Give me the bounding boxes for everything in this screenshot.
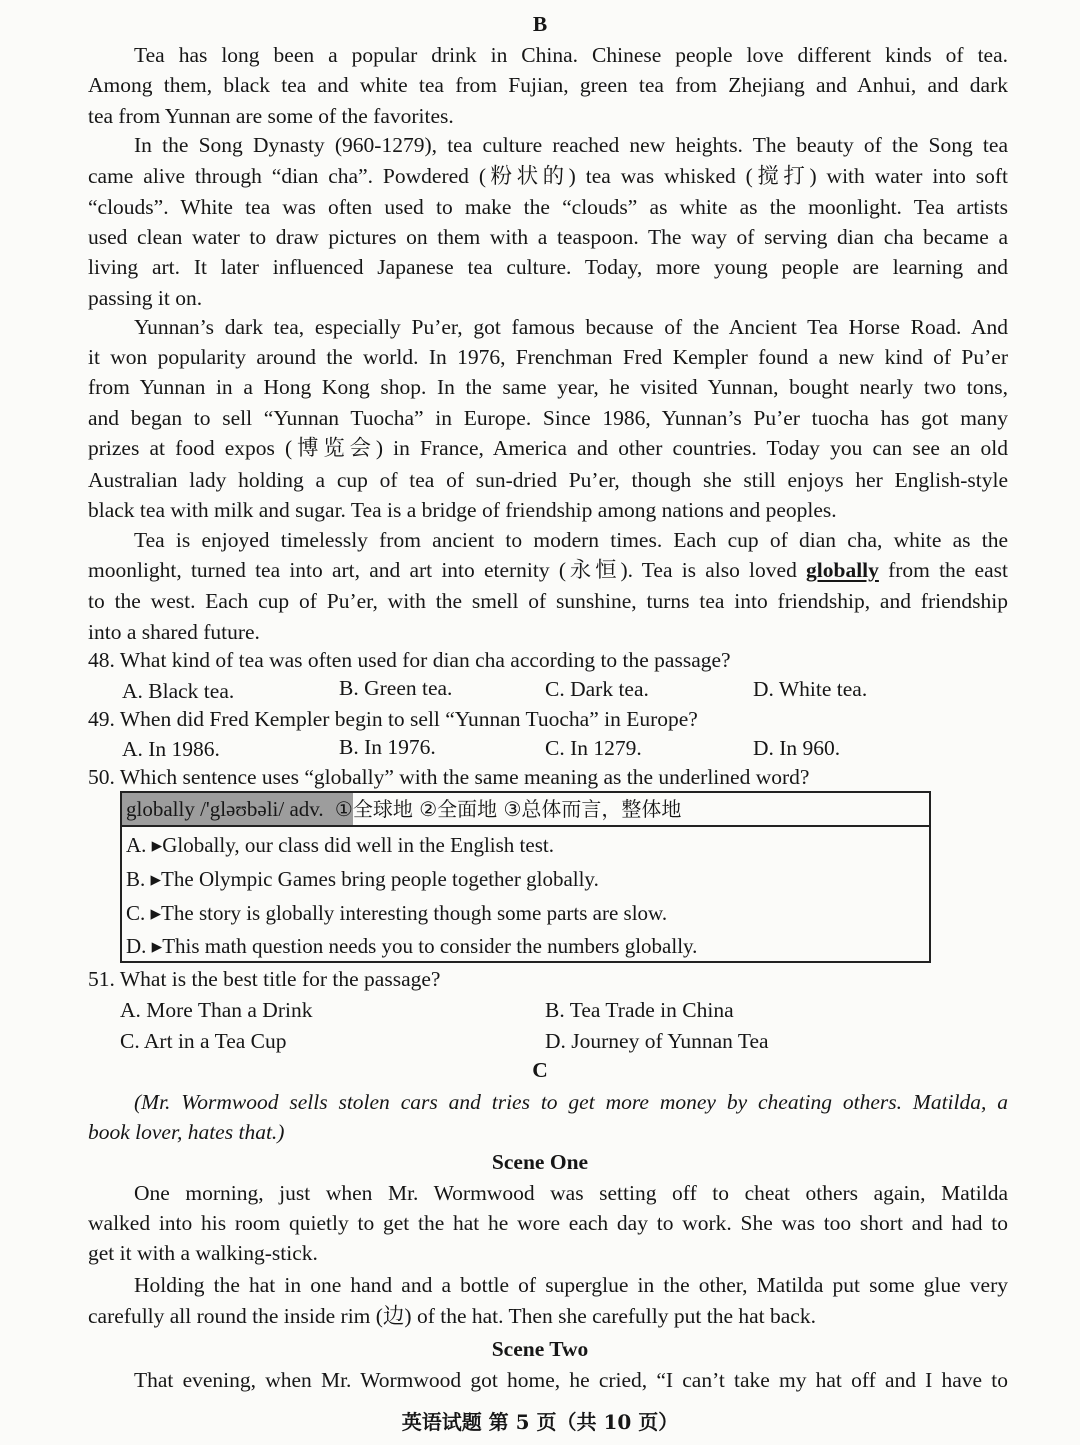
dictionary-senses: ①全球地 ②全面地 ③总体而言，整体地 (334, 797, 682, 821)
answer-option: A. Black tea. (122, 679, 235, 703)
answer-option: B. In 1976. (339, 735, 436, 759)
dictionary-box (120, 791, 931, 963)
scene-two-title: Scene Two (491, 1337, 589, 1361)
scene-line: walked into his room quietly to get the hat he wore each day to work. She was too short and had to (88, 1211, 1008, 1235)
answer-option: C. In 1279. (545, 736, 642, 760)
passage-line: In the Song Dynasty (960-1279), tea culture reached new heights. The beauty of the Song tea (134, 133, 1008, 157)
dictionary-option-row: B. ▸The Olympic Games bring people together globally. (126, 867, 599, 891)
answer-option: D. Journey of Yunnan Tea (545, 1029, 769, 1053)
scene-line: One morning, just when Mr. Wormwood was setting off to cheat others again, Matilda (134, 1181, 1008, 1205)
passage-line: Yunnan’s dark tea, especially Pu’er, got famous because of the Ancient Tea Horse Road. And (134, 315, 1008, 339)
page-footer: 英语试题 第 5 页（共 10 页） (401, 1410, 679, 1434)
passage-line: came alive through “dian cha”. Powdered (粉状的) tea was whisked (搅打) with water into soft (88, 164, 1008, 188)
passage-line: it won popularity around the world. In 1976, Frenchman Fred Kempler found a new kind of Pu’er (88, 345, 1008, 369)
section-b-heading: B (532, 12, 548, 36)
passage-line: “clouds”. White tea was often used to make the “clouds” as white as the moonlight. Tea artists (88, 195, 1008, 219)
passage-line: Tea is enjoyed timelessly from ancient to modern times. Each cup of dian cha, white as the (134, 528, 1008, 552)
scene-line: carefully all round the inside rim (边) of the hat. Then she carefully put the hat back. (88, 1304, 816, 1328)
question-stem: 50. Which sentence uses “globally” with the same meaning as the underlined word? (88, 765, 810, 789)
dictionary-entry-header (122, 793, 929, 827)
passage-line: and began to sell “Yunnan Tuocha” in Europe. Since 1986, Yunnan’s Pu’er tuocha has got many (88, 406, 1008, 430)
scene-line: get it with a walking-stick. (88, 1241, 318, 1265)
dictionary-option-row: C. ▸The story is globally interesting though some parts are slow. (126, 901, 668, 925)
passage-line: Among them, black tea and white tea from Fujian, green tea from Zhejiang and Anhui, and dark (88, 73, 1008, 97)
dictionary-headword: globally /'gləʊbəli/ adv. (126, 797, 324, 821)
answer-option: B. Tea Trade in China (545, 998, 734, 1022)
dictionary-option-row: D. ▸This math question needs you to consider the numbers globally. (126, 934, 698, 958)
section-c-heading: C (532, 1058, 548, 1082)
passage-line: into a shared future. (88, 620, 260, 644)
scene-one-title: Scene One (491, 1150, 589, 1174)
answer-option: C. Dark tea. (545, 677, 649, 701)
passage-line: passing it on. (88, 286, 203, 310)
answer-option: B. Green tea. (339, 676, 453, 700)
answer-option: D. In 960. (753, 736, 841, 760)
question-stem: 51. What is the best title for the passage? (88, 967, 441, 991)
passage-line-with-underline: moonlight, turned tea into art, and art into eternity (永恒). Tea is also loved globally from the east (88, 558, 1008, 582)
scene-line: Holding the hat in one hand and a bottle of superglue in the other, Matilda put some glue very (134, 1273, 1008, 1297)
passage-line: black tea with milk and sugar. Tea is a bridge of friendship among nations and peoples. (88, 498, 837, 522)
intro-line: book lover, hates that.) (88, 1120, 285, 1144)
passage-line: tea from Yunnan are some of the favorites. (88, 104, 454, 128)
passage-line: used clean water to draw pictures on them with a teaspoon. The way of serving dian cha became a (88, 225, 1008, 249)
underlined-word: globally (806, 558, 879, 582)
intro-line: (Mr. Wormwood sells stolen cars and tries to get more money by cheating others. Matilda, a (134, 1090, 1008, 1114)
question-stem: 48. What kind of tea was often used for dian cha according to the passage? (88, 648, 731, 672)
answer-option: D. White tea. (753, 677, 868, 701)
answer-option: C. Art in a Tea Cup (120, 1029, 287, 1053)
passage-line: to the west. Each cup of Pu’er, with the smell of sunshine, turns tea into friendship, and friendship (88, 589, 1008, 613)
passage-line: living art. It later influenced Japanese tea culture. Today, more young people are learning and (88, 255, 1008, 279)
scene-line: That evening, when Mr. Wormwood got home, he cried, “I can’t take my hat off and I have to (134, 1368, 1008, 1392)
passage-line: prizes at food expos (博览会) in France, America and other countries. Today you can see an old (88, 436, 1008, 460)
passage-line: Tea has long been a popular drink in China. Chinese people love different kinds of tea. (134, 43, 1008, 67)
dictionary-option-row: A. ▸Globally, our class did well in the English test. (126, 833, 554, 857)
passage-line: Australian lady holding a cup of tea of sun-dried Pu’er, though she still enjoys her English-style (88, 468, 1008, 492)
passage-line: from Yunnan in a Hong Kong shop. In the same year, he visited Yunnan, bought nearly two tons, (88, 375, 1008, 399)
answer-option: A. In 1986. (122, 737, 220, 761)
answer-option: A. More Than a Drink (120, 998, 313, 1022)
question-stem: 49. When did Fred Kempler begin to sell “Yunnan Tuocha” in Europe? (88, 707, 698, 731)
